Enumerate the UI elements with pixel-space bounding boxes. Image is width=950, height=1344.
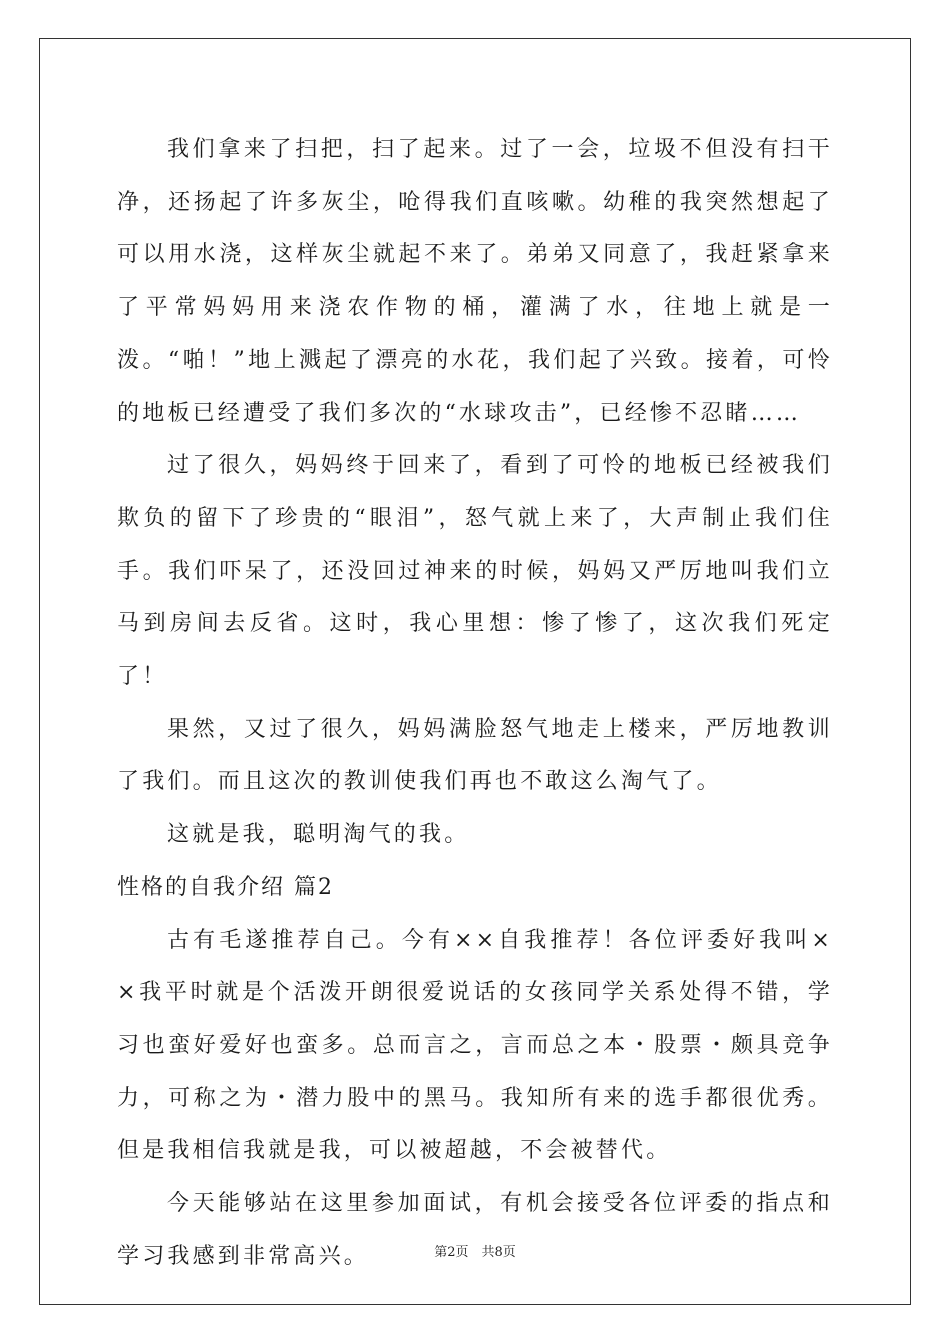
paragraph-4: 这就是我，聪明淘气的我。 <box>167 822 470 848</box>
section-paragraph-2: 今天能够站在这里参加面试，有机会接受各位评委的指点和学习我感到非常高兴。 <box>117 1191 833 1269</box>
page-number-footer: 第2页 共8页 <box>434 1245 516 1260</box>
section-paragraph-1: 古有毛遂推荐自己。今有××自我推荐！各位评委好我叫××我平时就是个活泼开朗很爱说话的女孩同学关系处得不错，学习也蛮好爱好也蛮多。总而言之，言而总之本・股票・颇具竞争力，可称之为・潜力股中的黑马。我知所有来的选手都很优秀。但是我相信我就是我，可以被超越，不会被替代。 <box>117 927 833 1164</box>
paragraph-1: 我们拿来了扫把，扫了起来。过了一会，垃圾不但没有扫干净，还扬起了许多灰尘，呛得我们直咳嗽。幼稚的我突然想起了可以用水浇，这样灰尘就起不来了。弟弟又同意了，我赶紧拿来了平常妈妈用来浇农作物的桶，灌满了水，往地上就是一泼。“啪！”地上溅起了漂亮的水花，我们起了兴致。接着，可怜的地板已经遭受了我们多次的“水球攻击”，已经惨不忍睹…… <box>117 137 833 426</box>
paragraph-2: 过了很久，妈妈终于回来了，看到了可怜的地板已经被我们欺负的留下了珍贵的“眼泪”，怒气就上来了，大声制止我们住手。我们吓呆了，还没回过神来的时候，妈妈又严厉地叫我们立马到房间去反省。这时，我心里想：惨了惨了，这次我们死定了！ <box>117 453 833 690</box>
section-heading: 性格的自我介绍 篇2 <box>117 874 334 900</box>
paragraph-3: 果然，又过了很久，妈妈满脸怒气地走上楼来，严厉地教训了我们。而且这次的教训使我们再也不敢这么淘气了。 <box>117 716 833 795</box>
document-body <box>117 124 833 1283</box>
